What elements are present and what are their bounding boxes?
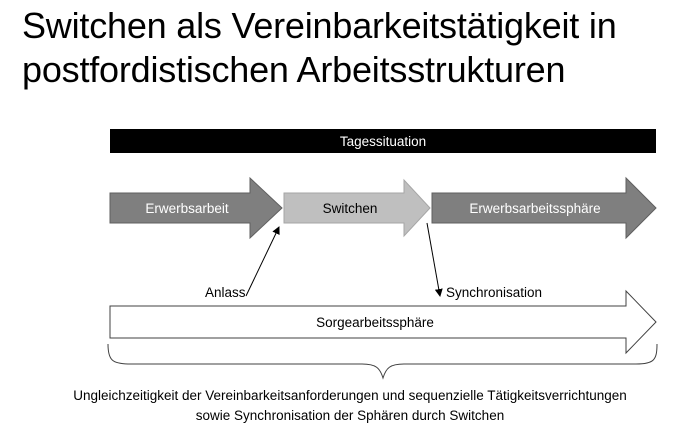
erwerbsarbeit-label: Erwerbsarbeit <box>145 201 229 216</box>
synchronisation-label: Synchronisation <box>446 285 543 300</box>
slide-title: Switchen als Vereinbarkeitstätigkeit in postfordistischen Arbeitsstrukturen <box>22 5 617 90</box>
sorgearbeitssphaere-label: Sorgearbeitssphäre <box>316 315 434 330</box>
caption-line-1: Ungleichzeitigkeit der Vereinbarkeitsanforderungen und sequenzielle Tätigkeitsverrichtungen <box>73 388 627 403</box>
tagessituation-label: Tagessituation <box>339 134 427 149</box>
diagram-caption <box>40 386 660 426</box>
erwerbsarbeitssphaere-label: Erwerbsarbeitssphäre <box>469 201 601 216</box>
curly-brace <box>108 344 657 378</box>
anlass-label: Anlass <box>205 285 246 300</box>
switchen-label: Switchen <box>322 201 378 216</box>
synchronisation-pointer-line <box>427 223 440 296</box>
caption-line-2: sowie Synchronisation der Sphären durch Switchen <box>195 408 505 423</box>
